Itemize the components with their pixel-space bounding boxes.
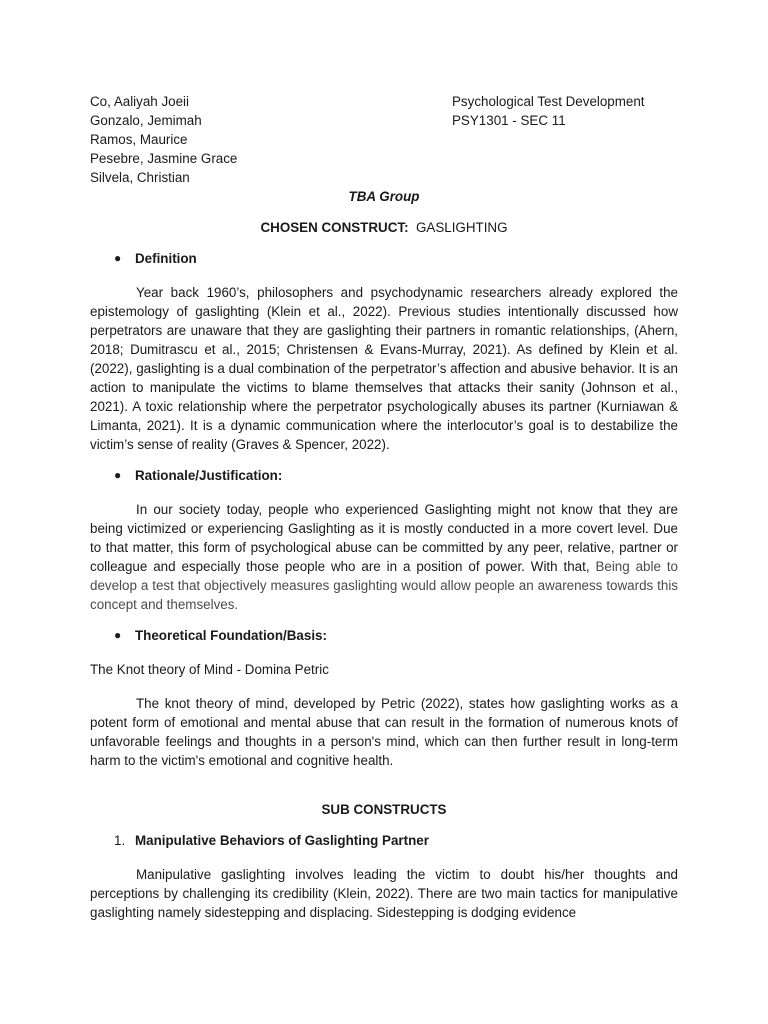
definition-heading-label: Definition bbox=[135, 251, 197, 266]
course-title: Psychological Test Development bbox=[452, 94, 645, 109]
rationale-text-gray: Being able to develop a test that objectively measures gaslighting would allow people an awareness towards this concept and themselves. bbox=[90, 559, 678, 612]
definition-heading bbox=[114, 249, 678, 268]
author-name: Gonzalo, Jemimah bbox=[90, 113, 202, 128]
rationale-heading-label: Rationale/Justification: bbox=[135, 468, 283, 483]
course-info bbox=[452, 92, 678, 187]
sub-construct-1-heading bbox=[114, 831, 678, 850]
bullet-icon: ● bbox=[114, 251, 122, 265]
theory-paragraph: The knot theory of mind, developed by Petric (2022), states how gaslighting works as a potent form of emotional and mental abuse that can result in the formation of numerous knots of unfavorable feelings and thoughts in a person's mind, which can then further result in long-term harm to the victim's emotional and cognitive health. bbox=[90, 696, 678, 768]
bullet-icon: ● bbox=[114, 468, 122, 482]
author-name: Ramos, Maurice bbox=[90, 132, 188, 147]
group-name: TBA Group bbox=[348, 189, 420, 204]
author-name: Silvela, Christian bbox=[90, 170, 190, 185]
theory-heading-label: Theoretical Foundation/Basis: bbox=[135, 628, 327, 643]
theory-heading bbox=[114, 626, 678, 645]
sub-construct-1-title: Manipulative Behaviors of Gaslighting Partner bbox=[135, 833, 429, 848]
bullet-icon: ● bbox=[114, 628, 122, 642]
rationale-text: In our society today, people who experienced Gaslighting might not know that they are being victimized or experiencing Gaslighting as it is mostly conducted in a more covert level. Due to that matter, this form of psychological abuse can be committed by any peer, relative, partner or colleague and especially those people who are in a position of power. With that, bbox=[90, 502, 678, 574]
document-header bbox=[90, 92, 678, 187]
author-name: Pesebre, Jasmine Grace bbox=[90, 151, 238, 166]
theory-subtitle: The Knot theory of Mind - Domina Petric bbox=[90, 662, 329, 677]
chosen-construct bbox=[90, 218, 678, 237]
author-list bbox=[90, 92, 450, 187]
construct-value: GASLIGHTING bbox=[415, 220, 508, 235]
list-number: 1. bbox=[114, 833, 126, 848]
course-code: PSY1301 - SEC 11 bbox=[452, 113, 566, 128]
sub-constructs-heading: SUB CONSTRUCTS bbox=[321, 802, 447, 817]
sub-construct-1-paragraph: Manipulative gaslighting involves leading the victim to doubt his/her thoughts and perceptions by challenging its credibility (Klein, 2022). There are two main tactics for manipulative gaslighting namely sidestepping and displacing. Sidestepping is dodging evidence bbox=[90, 867, 678, 920]
definition-paragraph: Year back 1960’s, philosophers and psychodynamic researchers already explored the epistemology of gaslighting (Klein et al., 2022). Previous studies intentionally discussed how perpetrators are unaware that they are gaslighting their partners in romantic relationships, (Ahern, 2018; Dumitrascu et al., 2015; Christensen & Evans-Murray, 2021). As defined by Klein et al. (2022), gaslighting is a dual combination of the perpetrator’s affection and abusive behavior. It is an action to manipulate the victims to blame themselves that attacks their sanity (Johnson et al., 2021). A toxic relationship where the perpetrator psychologically abuses its partner (Kurniawan & Limanta, 2021). It is a dynamic communication where the interlocutor’s goal is to destabilize the victim’s sense of reality (Graves & Spencer, 2022). bbox=[90, 285, 678, 452]
author-name: Co, Aaliyah Joeii bbox=[90, 94, 189, 109]
rationale-paragraph bbox=[90, 500, 678, 614]
construct-label: CHOSEN CONSTRUCT: bbox=[260, 220, 409, 235]
rationale-heading bbox=[114, 466, 678, 485]
